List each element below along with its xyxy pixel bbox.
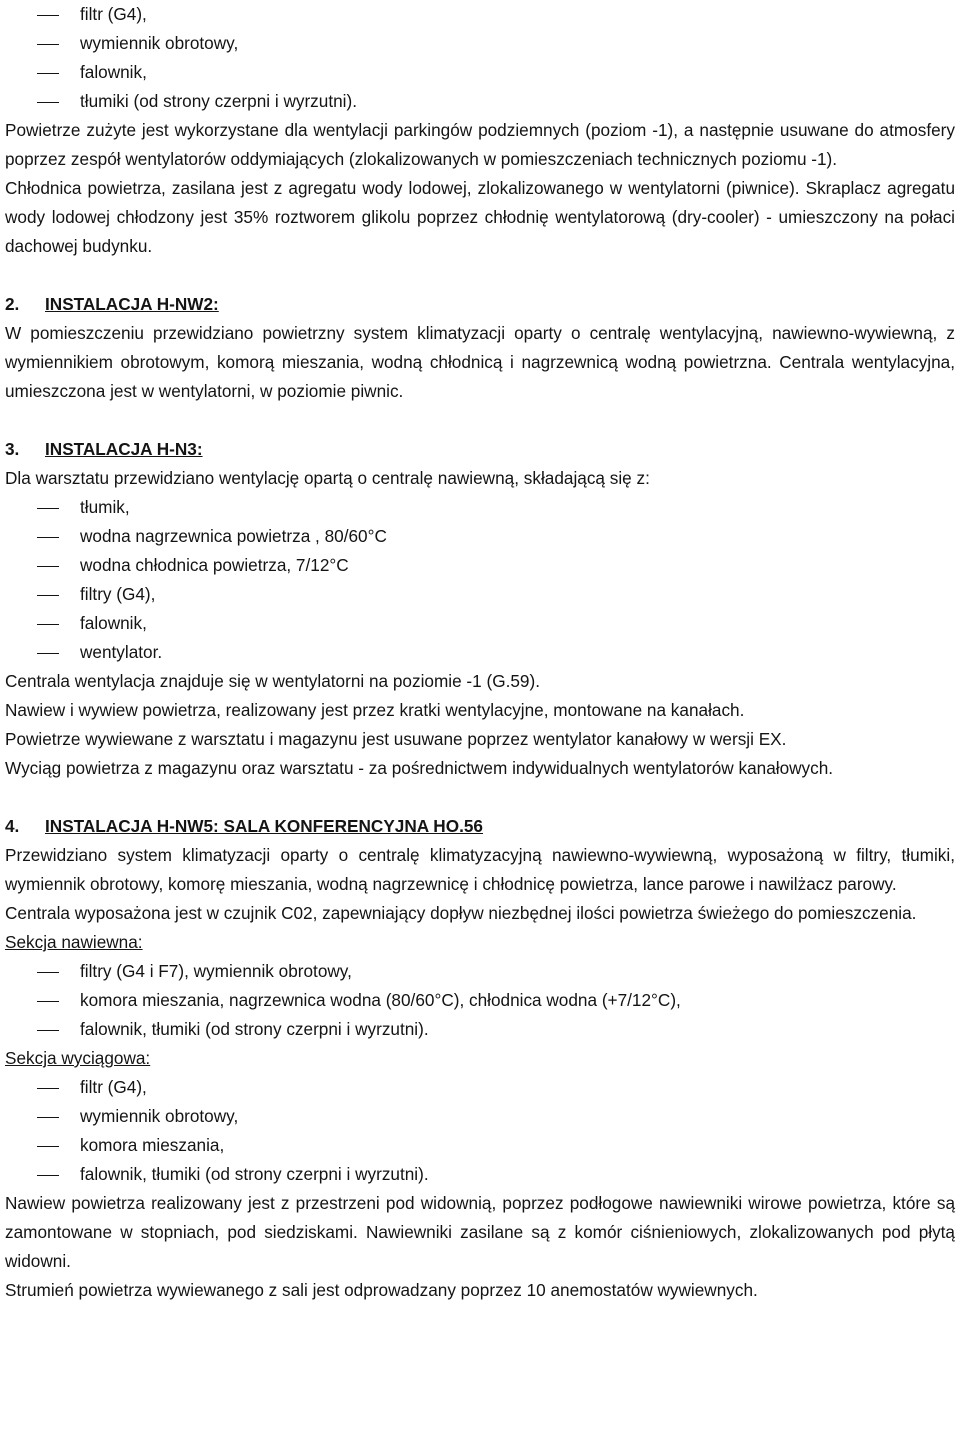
list-item: filtr (G4), <box>5 0 955 29</box>
paragraph: Chłodnica powietrza, zasilana jest z agregatu wody lodowej, zlokalizowanego w wentylatorni (piwnice). Skraplacz agregatu wody lodowej chłodzony jest 35% roztworem glikolu poprzez chłodnię wentylatorową (dry-cooler) - umieszczony na połaci dachowej budynku. <box>5 178 955 256</box>
list-item: wodna chłodnica powietrza, 7/12°C <box>5 551 955 580</box>
section-number: 3. <box>5 439 20 459</box>
paragraph: Centrala wyposażona jest w czujnik C02, zapewniający dopływ niezbędnej ilości powietrza świeżego do pomieszczenia. <box>5 903 917 923</box>
list-item: tłumiki (od strony czerpni i wyrzutni). <box>5 87 955 116</box>
section-title: INSTALACJA H-NW2: <box>45 294 219 314</box>
section-heading <box>5 435 955 464</box>
list-item: falownik, <box>5 609 955 638</box>
section-number: 2. <box>5 294 20 314</box>
intro-list <box>5 0 955 116</box>
paragraph: Powietrze wywiewane z warsztatu i magazynu jest usuwane poprzez wentylator kanałowy w wersji EX. <box>5 729 787 749</box>
supply-section-list <box>5 957 955 1044</box>
list-item: filtr (G4), <box>5 1073 955 1102</box>
list-item: filtry (G4), <box>5 580 955 609</box>
list-item: tłumik, <box>5 493 955 522</box>
section-title: INSTALACJA H-N3: <box>45 439 203 459</box>
list-item: wymiennik obrotowy, <box>5 1102 955 1131</box>
component-list <box>5 493 955 667</box>
paragraph: W pomieszczeniu przewidziano powietrzny system klimatyzacji oparty o centralę wentylacyjną, nawiewno-wywiewną, z wymiennikiem obrotowym, komorą mieszania, wodną chłodnicą i nagrzewnicą wodną powietrzna. Centrala wentylacyjna, umieszczona jest w wentylatorni, w poziomie piwnic. <box>5 323 955 401</box>
list-item: wodna nagrzewnica powietrza , 80/60°C <box>5 522 955 551</box>
paragraph: Strumień powietrza wywiewanego z sali jest odprowadzany poprzez 10 anemostatów wywiewnych. <box>5 1280 758 1300</box>
section-title: INSTALACJA H-NW5: SALA KONFERENCYJNA HO.56 <box>45 816 483 836</box>
section-number: 4. <box>5 816 20 836</box>
list-item: falownik, tłumiki (od strony czerpni i wyrzutni). <box>5 1015 955 1044</box>
list-item: wymiennik obrotowy, <box>5 29 955 58</box>
list-item: komora mieszania, <box>5 1131 955 1160</box>
list-item: komora mieszania, nagrzewnica wodna (80/60°C), chłodnica wodna (+7/12°C), <box>5 986 955 1015</box>
list-item: falownik, <box>5 58 955 87</box>
section-heading <box>5 812 955 841</box>
list-item: filtry (G4 i F7), wymiennik obrotowy, <box>5 957 955 986</box>
paragraph: Przewidziano system klimatyzacji oparty o centralę klimatyzacyjną nawiewno-wywiewną, wyposażoną w filtry, tłumiki, wymiennik obrotowy, komorę mieszania, wodną nagrzewnicę i chłodnicę powietrza, lance parowe i nawilżacz parowy. <box>5 845 955 894</box>
paragraph: Dla warsztatu przewidziano wentylację opartą o centralę nawiewną, składającą się z: <box>5 468 650 488</box>
list-item: falownik, tłumiki (od strony czerpni i wyrzutni). <box>5 1160 955 1189</box>
paragraph: Nawiew i wywiew powietrza, realizowany jest przez kratki wentylacyjne, montowane na kanałach. <box>5 700 745 720</box>
document-page <box>5 0 955 1305</box>
paragraph: Wyciąg powietrza z magazynu oraz warsztatu - za pośrednictwem indywidualnych wentylatorów kanałowych. <box>5 758 834 778</box>
paragraph: Nawiew powietrza realizowany jest z przestrzeni pod widownią, poprzez podłogowe nawiewniki wirowe powietrza, które są zamontowane w stopniach, pod siedziskami. Nawiewniki zasilane są z komór ciśnieniowych, zlokalizowanych pod płytą widowni. <box>5 1193 955 1271</box>
list-item: wentylator. <box>5 638 955 667</box>
paragraph: Powietrze zużyte jest wykorzystane dla wentylacji parkingów podziemnych (poziom -1), a następnie usuwane do atmosfery poprzez zespół wentylatorów oddymiających (zlokalizowanych w pomieszczeniach technicznych poziomu -1). <box>5 120 955 169</box>
exhaust-section-list <box>5 1073 955 1189</box>
subsection-label: Sekcja nawiewna: <box>5 932 143 952</box>
section-heading <box>5 290 955 319</box>
subsection-label: Sekcja wyciągowa: <box>5 1048 151 1068</box>
paragraph: Centrala wentylacja znajduje się w wentylatorni na poziomie -1 (G.59). <box>5 671 540 691</box>
